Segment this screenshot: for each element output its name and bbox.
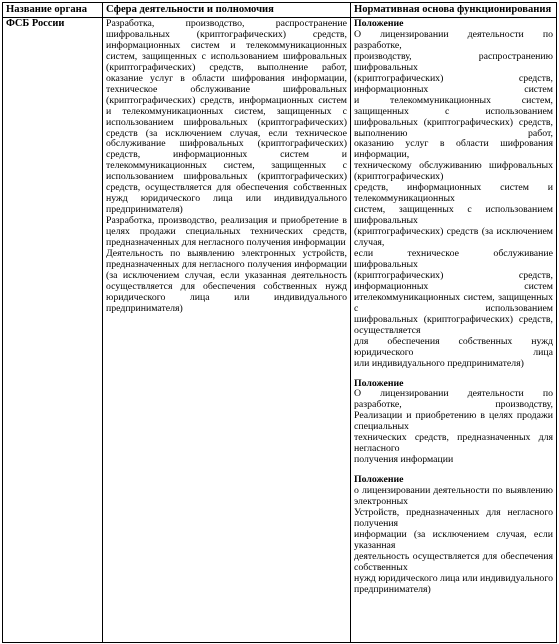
- header-scope: Сфера деятельности и полномочия: [103, 3, 351, 18]
- regulation-line: или индивидуального предпринимателя): [354, 357, 524, 369]
- regulation-line: ителекоммуникационных систем, защищенных с использованием: [354, 291, 553, 314]
- regulation-title: Положение: [354, 377, 404, 389]
- scope-paragraph: Разработка, производство, распространение шифровальных (криптографических) средств, информационных систем и телекоммуникационных систем, защищенных с использованием шифровальных (криптографических) средств, выполнение работ, оказание услуг в области шифрования информации, техническое обслуживание шифровальных (криптографических) средств, информационных систем и телекоммуникационных систем, защищенных с использованием шифровальных (криптографических) средств (за исключением случая, если техническое обслуживание шифровальных (криптографических) средств, информационных систем и телекоммуникационных систем, защищенных с использованием шифровальных (криптографических) средств, осуществляется для обеспечения собственных нужд юридического лица или индивидуального предпринимателя): [106, 18, 347, 216]
- regulation-line: О лицензировании деятельности по разработке,: [354, 28, 553, 51]
- regulation-line: получения информации: [354, 454, 454, 466]
- scope-cell: [103, 18, 351, 643]
- regulation-line: производству, распространению шифровальных: [354, 50, 553, 73]
- regulation-line: О лицензировании деятельности по разработке, производству,: [354, 388, 553, 411]
- regulation-line: о лицензировании деятельности по выявлению электронных: [354, 485, 553, 508]
- regulation-block: [354, 19, 553, 370]
- regulation-line: информации (за исключением случая, если указанная: [354, 528, 553, 551]
- regulation-line: (криптографических) средств (за исключением случая,: [354, 226, 553, 249]
- regulation-block: [354, 379, 553, 467]
- regulation-title: Положение: [354, 18, 404, 29]
- regulation-line: и телекоммуникационных систем, защищенных с использованием: [354, 94, 553, 117]
- regulation-line: Устройств, предназначенных для негласного получения: [354, 506, 553, 529]
- licensing-table: [2, 2, 557, 643]
- regulation-line: оказанию услуг в области шифрования информации,: [354, 138, 553, 161]
- regulation-line: деятельность осуществляется для обеспечения собственных: [354, 550, 553, 573]
- scope-paragraph: Разработка, производство, реализация и приобретение в целях продажи специальных технических средств, предназначенных для негласного получения информации: [106, 215, 347, 249]
- regulation-line: шифровальных (криптографических) средств, выполнению работ,: [354, 116, 553, 139]
- regulation-line: средств, информационных систем и телекоммуникационных: [354, 182, 553, 205]
- regulation-line: (криптографических) средств, информационных систем: [354, 72, 553, 95]
- regulation-line: систем, защищенных с использованием шифровальных: [354, 204, 553, 227]
- legal-basis-cell: [351, 18, 557, 643]
- header-legal-basis: Нормативная основа функционирования: [351, 3, 557, 18]
- table-row: [3, 18, 557, 643]
- regulation-line: для обеспечения собственных нужд юридического лица: [354, 335, 553, 358]
- regulation-line: шифровальных (криптографических) средств, осуществляется: [354, 313, 553, 336]
- regulation-line: технических средств, предназначенных для негласного: [354, 432, 553, 455]
- regulation-line: если техническое обслуживание шифровальных: [354, 248, 553, 270]
- scope-paragraph: Деятельность по выявлению электронных устройств, предназначенных для негласного получения информации (за исключением случая, если указанная деятельность осуществляется для обеспечения собственных нужд юридического лица или индивидуального предпринимателя): [106, 248, 347, 314]
- header-org-name: Название органа: [3, 3, 103, 18]
- regulation-line: техническому обслуживанию шифровальных (криптографических): [354, 160, 553, 183]
- regulation-line: (криптографических) средств, информационных систем: [354, 269, 553, 292]
- regulation-title: Положение: [354, 474, 404, 486]
- regulation-line: Реализации и приобретению в целях продажи специальных: [354, 410, 553, 433]
- regulation-line: нужд юридического лица или индивидуального предпринимателя): [354, 572, 553, 595]
- header-row: [3, 3, 557, 18]
- org-name-cell: ФСБ России: [3, 18, 103, 643]
- regulation-block: [354, 475, 553, 595]
